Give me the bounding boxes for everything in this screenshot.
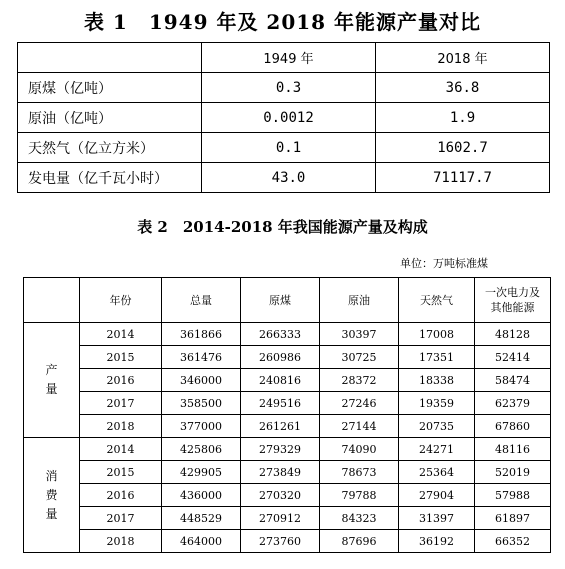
table1-title: 表 1 1949 年及 2018 年能源产量对比 — [83, 10, 482, 34]
table2-header-row — [24, 278, 551, 323]
table2-header-cell: 天然气 — [399, 278, 475, 323]
table2-cell: 266333 — [241, 323, 320, 346]
table1 — [17, 42, 550, 193]
table-row — [18, 163, 550, 193]
table2-header-cell: 年份 — [80, 278, 162, 323]
table2-cell: 273849 — [241, 461, 320, 484]
table2-unit: 单位：万吨标准煤 — [400, 257, 488, 270]
value-2018: 1.9 — [376, 103, 550, 133]
table2-cell: 17008 — [399, 323, 475, 346]
table1-header-cell — [18, 43, 202, 73]
table2-cell: 58474 — [475, 369, 551, 392]
table-row — [24, 369, 551, 392]
table2-cell: 17351 — [399, 346, 475, 369]
value-1949: 0.3 — [202, 73, 376, 103]
table2-cell: 2014 — [80, 438, 162, 461]
table2-cell: 2018 — [80, 415, 162, 438]
table2-cell: 2017 — [80, 507, 162, 530]
table2-cell: 270320 — [241, 484, 320, 507]
table2-cell: 18338 — [399, 369, 475, 392]
table-row — [24, 392, 551, 415]
table-row — [24, 346, 551, 369]
table2-cell: 425806 — [162, 438, 241, 461]
table2-cell: 52019 — [475, 461, 551, 484]
table-row — [18, 103, 550, 133]
table2-cell: 28372 — [320, 369, 399, 392]
row-label: 天然气（亿立方米） — [18, 133, 202, 163]
table2-cell: 2015 — [80, 461, 162, 484]
table2-cell: 20735 — [399, 415, 475, 438]
table2-cell: 377000 — [162, 415, 241, 438]
table2-cell: 2017 — [80, 392, 162, 415]
table2-header-cell: 总量 — [162, 278, 241, 323]
table2-cell: 27904 — [399, 484, 475, 507]
table2-cell: 67860 — [475, 415, 551, 438]
table2-cell: 57988 — [475, 484, 551, 507]
table2-cell: 36192 — [399, 530, 475, 553]
value-1949: 0.0012 — [202, 103, 376, 133]
table-row — [24, 323, 551, 346]
table2-cell: 436000 — [162, 484, 241, 507]
table2-cell: 78673 — [320, 461, 399, 484]
table2-cell: 2014 — [80, 323, 162, 346]
row-label: 原油（亿吨） — [18, 103, 202, 133]
table2-cell: 2016 — [80, 369, 162, 392]
table-row — [24, 438, 551, 461]
table2-cell: 2016 — [80, 484, 162, 507]
table2-cell: 48116 — [475, 438, 551, 461]
table2-header-cell: 一次电力及 其他能源 — [475, 278, 551, 323]
table-row — [24, 484, 551, 507]
value-2018: 71117.7 — [376, 163, 550, 193]
table2-cell: 30397 — [320, 323, 399, 346]
table2-cell: 270912 — [241, 507, 320, 530]
table2-title: 表 2 2014-2018 年我国能源产量及构成 — [137, 218, 428, 236]
table2-cell: 61897 — [475, 507, 551, 530]
table2-cell: 31397 — [399, 507, 475, 530]
table-row — [24, 530, 551, 553]
table1-header-cell: 2018 年 — [376, 43, 550, 73]
table2-cell: 87696 — [320, 530, 399, 553]
table2-cell: 261261 — [241, 415, 320, 438]
table2-cell: 25364 — [399, 461, 475, 484]
table2-cell: 464000 — [162, 530, 241, 553]
table2-header-cell — [24, 278, 80, 323]
table-row — [18, 133, 550, 163]
group-label: 消 费 量 — [24, 438, 80, 553]
table1-header-row — [18, 43, 550, 73]
table-row — [24, 415, 551, 438]
value-1949: 0.1 — [202, 133, 376, 163]
value-2018: 1602.7 — [376, 133, 550, 163]
table2-cell: 48128 — [475, 323, 551, 346]
value-2018: 36.8 — [376, 73, 550, 103]
table2-cell: 240816 — [241, 369, 320, 392]
table2-cell: 361476 — [162, 346, 241, 369]
table2-cell: 24271 — [399, 438, 475, 461]
table2-cell: 249516 — [241, 392, 320, 415]
row-label: 发电量（亿千瓦小时） — [18, 163, 202, 193]
table2-cell: 279329 — [241, 438, 320, 461]
table2-cell: 346000 — [162, 369, 241, 392]
group-label: 产 量 — [24, 323, 80, 438]
table2-cell: 19359 — [399, 392, 475, 415]
table2-cell: 27144 — [320, 415, 399, 438]
table2-cell: 66352 — [475, 530, 551, 553]
table2-cell: 30725 — [320, 346, 399, 369]
table2-cell: 448529 — [162, 507, 241, 530]
table2-cell: 260986 — [241, 346, 320, 369]
table2-header-cell: 原煤 — [241, 278, 320, 323]
table2-header-cell: 原油 — [320, 278, 399, 323]
table2-cell: 52414 — [475, 346, 551, 369]
table2-cell: 361866 — [162, 323, 241, 346]
table2-cell: 62379 — [475, 392, 551, 415]
table-row — [24, 507, 551, 530]
table2-cell: 74090 — [320, 438, 399, 461]
table-row — [18, 73, 550, 103]
table1-header-cell: 1949 年 — [202, 43, 376, 73]
table2-cell: 79788 — [320, 484, 399, 507]
table2 — [23, 277, 551, 553]
table2-cell: 358500 — [162, 392, 241, 415]
table2-cell: 273760 — [241, 530, 320, 553]
table2-cell: 2018 — [80, 530, 162, 553]
table2-cell: 84323 — [320, 507, 399, 530]
value-1949: 43.0 — [202, 163, 376, 193]
table-row — [24, 461, 551, 484]
table2-cell: 2015 — [80, 346, 162, 369]
table2-cell: 429905 — [162, 461, 241, 484]
table2-cell: 27246 — [320, 392, 399, 415]
row-label: 原煤（亿吨） — [18, 73, 202, 103]
